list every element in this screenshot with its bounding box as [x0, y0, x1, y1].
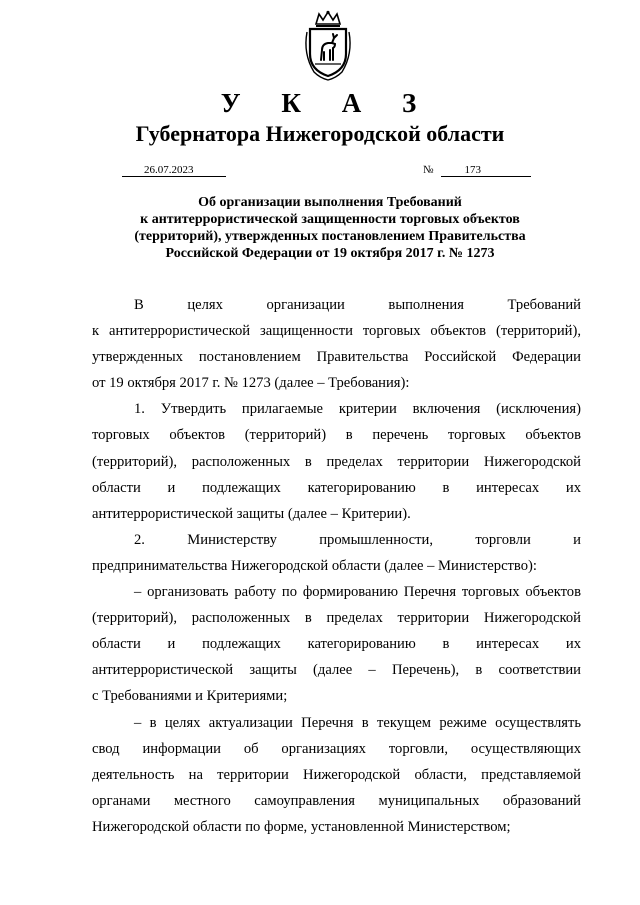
title-line: Российской Федерации от 19 октября 2017 г. № 1273 [165, 246, 495, 261]
item2-line: предпринимательства Нижегородской области (далее – Министерство): [92, 557, 537, 574]
item1-line: 1. Утвердить прилагаемые критерии включения (исключения) [134, 401, 581, 418]
item2-sub2-line: – в целях актуализации Перечня в текущем режиме осуществлять [134, 714, 581, 731]
title-line: (территорий), утвержденных постановлением Правительства [134, 229, 526, 244]
item2-sub2-line: деятельность на территории Нижегородской области, представляемой [92, 766, 581, 783]
date-field [122, 164, 226, 177]
item2-line: 2. Министерству промышленности, торговли и [134, 531, 581, 548]
item2-sub1-line: – организовать работу по формированию Перечня торговых объектов [134, 584, 581, 601]
item1-line: антитеррористической защиты (далее – Критерии). [92, 505, 411, 522]
item2-sub2-line: Нижегородской области по форме, установленной Министерством; [92, 818, 511, 835]
document-issuer: Губернатора Нижегородской области [135, 121, 505, 146]
preamble-line: утвержденных постановлением Правительства Российской Федерации [92, 349, 581, 366]
item2-sub2-line: органами местного самоуправления муниципальных образований [92, 792, 581, 809]
document-date: 26.07.2023 [122, 164, 226, 177]
item2-sub1-line: области и подлежащих категорированию в интересах их [92, 636, 581, 653]
item1-line: области и подлежащих категорированию в интересах их [92, 479, 581, 496]
item2-sub2-line: свод информации об организациях торговли, осуществляющих [92, 740, 581, 757]
number-field [423, 164, 531, 177]
item1-line: торговых объектов (территорий) в перечень торговых объектов [92, 427, 581, 444]
document-title [90, 194, 570, 262]
title-line: к антитеррористической защищенности торговых объектов [140, 212, 520, 227]
item2-sub1-line: с Требованиями и Критериями; [92, 688, 288, 705]
coat-of-arms-icon [302, 10, 354, 82]
preamble-line: В целях организации выполнения Требований [134, 297, 581, 313]
title-line: Об организации выполнения Требований [198, 195, 462, 210]
document-body [92, 292, 581, 840]
document-number: 173 [464, 164, 481, 176]
item1-line: (территорий), расположенных в пределах территории Нижегородской [92, 453, 581, 470]
preamble-line: от 19 октября 2017 г. № 1273 (далее – Требования): [92, 375, 410, 392]
preamble-line: к антитеррористической защищенности торговых объектов (территорий), [92, 323, 581, 340]
document-kind: У К А З [220, 88, 434, 118]
item2-sub1-line: антитеррористической защиты (далее – Перечень), в соответствии [92, 662, 581, 679]
number-label: № [423, 164, 434, 176]
item2-sub1-line: (территорий), расположенных в пределах территории Нижегородской [92, 610, 581, 627]
